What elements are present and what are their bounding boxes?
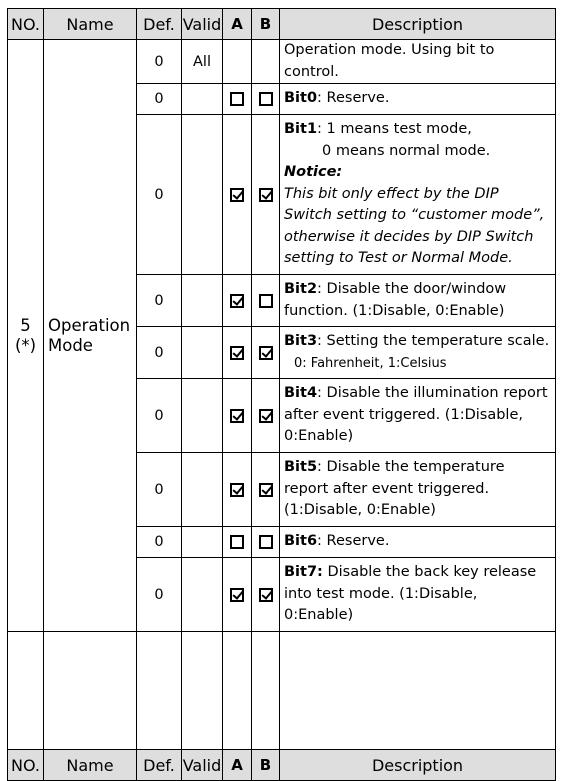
description-cell: Bit2: Disable the door/window function. (1:Disable, 0:Enable)	[280, 275, 556, 327]
def-cell: 0	[137, 84, 182, 115]
def-cell: 0	[137, 379, 182, 453]
checkbox-checked-icon[interactable]	[230, 409, 244, 423]
description-cell: Bit7: Disable the back key release into test mode. (1:Disable, 0:Enable)	[280, 558, 556, 632]
table-row	[8, 40, 556, 84]
checkbox-checked-icon[interactable]	[230, 588, 244, 602]
parameter-table	[7, 8, 556, 781]
description-cell: Operation mode. Using bit to control.	[280, 40, 556, 84]
checkbox-unchecked-icon[interactable]	[230, 535, 244, 549]
b-cell	[252, 558, 280, 632]
header-def: Def.	[137, 9, 182, 40]
valid-cell	[182, 84, 223, 115]
parameter-number: 5 (*)	[8, 40, 44, 632]
def-cell: 0	[137, 453, 182, 527]
a-cell	[223, 40, 252, 84]
a-cell	[223, 327, 252, 379]
header-b: B	[252, 9, 280, 40]
valid-cell	[182, 453, 223, 527]
header-def: Def.	[137, 750, 182, 781]
header-b: B	[252, 750, 280, 781]
header-description: Description	[280, 9, 556, 40]
b-cell	[252, 275, 280, 327]
valid-cell	[182, 379, 223, 453]
def-cell: 0	[137, 115, 182, 275]
a-cell	[223, 379, 252, 453]
valid-cell	[182, 558, 223, 632]
b-cell	[252, 453, 280, 527]
a-cell	[223, 453, 252, 527]
a-cell	[223, 275, 252, 327]
checkbox-checked-icon[interactable]	[259, 588, 273, 602]
valid-cell	[182, 275, 223, 327]
b-cell	[252, 527, 280, 558]
def-cell: 0	[137, 275, 182, 327]
a-cell	[223, 115, 252, 275]
header-no: NO.	[8, 9, 44, 40]
valid-cell	[182, 527, 223, 558]
valid-cell	[182, 327, 223, 379]
def-cell: 0	[137, 327, 182, 379]
valid-cell	[182, 115, 223, 275]
b-cell	[252, 40, 280, 84]
a-cell	[223, 558, 252, 632]
description-cell: Bit5: Disable the temperature report after event triggered. (1:Disable, 0:Enable)	[280, 453, 556, 527]
footer-header-row	[8, 750, 556, 781]
checkbox-checked-icon[interactable]	[230, 346, 244, 360]
b-cell	[252, 327, 280, 379]
b-cell	[252, 84, 280, 115]
a-cell	[223, 84, 252, 115]
checkbox-checked-icon[interactable]	[259, 409, 273, 423]
header-valid: Valid	[182, 9, 223, 40]
valid-cell: All	[182, 40, 223, 84]
empty-row	[8, 632, 556, 750]
checkbox-unchecked-icon[interactable]	[230, 92, 244, 106]
b-cell	[252, 115, 280, 275]
b-cell	[252, 379, 280, 453]
parameter-name: Operation Mode	[44, 40, 137, 632]
description-cell: Bit4: Disable the illumination report after event triggered. (1:Disable, 0:Enable)	[280, 379, 556, 453]
checkbox-unchecked-icon[interactable]	[259, 535, 273, 549]
checkbox-checked-icon[interactable]	[230, 294, 244, 308]
description-cell: Bit6: Reserve.	[280, 527, 556, 558]
header-valid: Valid	[182, 750, 223, 781]
header-a: A	[223, 750, 252, 781]
checkbox-unchecked-icon[interactable]	[259, 294, 273, 308]
def-cell: 0	[137, 558, 182, 632]
description-cell: Bit0: Reserve.	[280, 84, 556, 115]
checkbox-checked-icon[interactable]	[230, 483, 244, 497]
header-row	[8, 9, 556, 40]
header-a: A	[223, 9, 252, 40]
checkbox-checked-icon[interactable]	[259, 188, 273, 202]
checkbox-checked-icon[interactable]	[230, 188, 244, 202]
checkbox-checked-icon[interactable]	[259, 483, 273, 497]
description-cell: Bit3: Setting the temperature scale. 0: Fahrenheit, 1:Celsius	[280, 327, 556, 379]
def-cell: 0	[137, 527, 182, 558]
a-cell	[223, 527, 252, 558]
description-cell: Bit1: 1 means test mode, 0 means normal mode. Notice: This bit only effect by the DIP Switch setting to “customer mode”, otherwise it decides by DIP Switch setting to Test or Normal Mode.	[280, 115, 556, 275]
checkbox-checked-icon[interactable]	[259, 346, 273, 360]
checkbox-unchecked-icon[interactable]	[259, 92, 273, 106]
header-name: Name	[44, 9, 137, 40]
def-cell: 0	[137, 40, 182, 84]
header-description: Description	[280, 750, 556, 781]
header-no: NO.	[8, 750, 44, 781]
header-name: Name	[44, 750, 137, 781]
